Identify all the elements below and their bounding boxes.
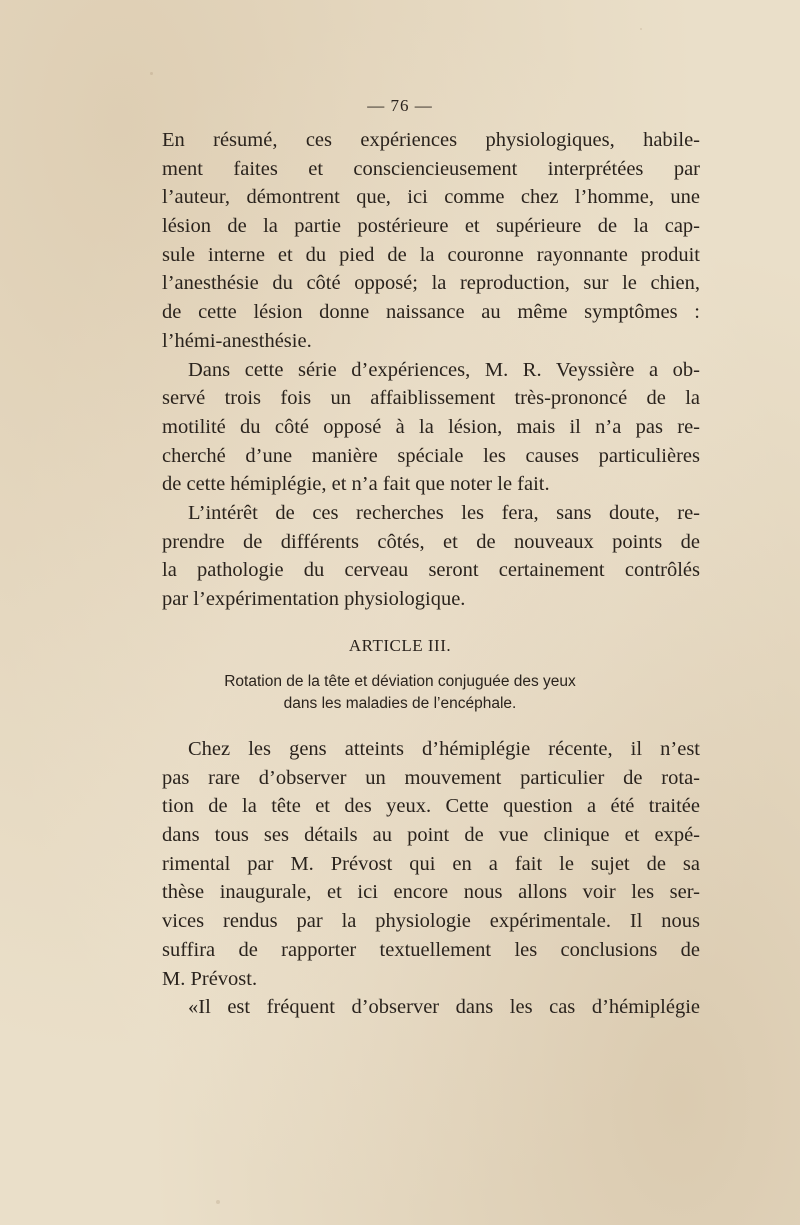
text-line: de cette lésion donne naissance au même symptômes :	[162, 301, 700, 324]
text-line: l’auteur, démontrent que, ici comme chez l’homme, une	[162, 186, 700, 209]
article-subtitle: Rotation de la tête et déviation conjuguée des yeux	[224, 673, 576, 690]
text-line: rimental par M. Prévost qui en a fait le sujet de sa	[162, 852, 700, 875]
paragraph-rotation	[162, 735, 700, 993]
text-line: motilité du côté opposé à la lésion, mais il n’a pas re-	[162, 415, 700, 438]
text-line: dans tous ses détails au point de vue clinique et expé-	[162, 824, 700, 847]
text-line: l’hémi-anesthésie.	[162, 329, 312, 352]
text-line: suffira de rapporter textuellement les conclusions de	[162, 938, 700, 961]
text-line: tion de la tête et des yeux. Cette question a été traitée	[162, 795, 700, 818]
page-number: — 76 —	[367, 96, 433, 115]
text-line: Dans cette série d’expériences, M. R. Veyssière a ob-	[188, 358, 700, 381]
text-line: «Il est fréquent d’observer dans les cas d’hémiplégie	[188, 996, 700, 1019]
paragraph-experiments	[162, 356, 700, 499]
text-line: pas rare d’observer un mouvement particulier de rota-	[162, 766, 700, 789]
text-line: servé trois fois un affaiblissement très-prononcé de la	[162, 387, 700, 410]
text-line: cherché d’une manière spéciale les causes particulières	[162, 444, 700, 467]
text-line: Chez les gens atteints d’hémiplégie récente, il n’est	[188, 738, 700, 760]
text-line: l’anesthésie du côté opposé; la reproduction, sur le chien,	[162, 272, 700, 295]
text-line: En résumé, ces expériences physiologiques, habile-	[162, 129, 700, 151]
paper-speck	[640, 28, 642, 30]
paragraph-summary	[162, 126, 700, 356]
text-line: prendre de différents côtés, et de nouveaux points de	[162, 530, 700, 553]
paragraph-interest	[162, 499, 700, 614]
text-line: M. Prévost.	[162, 967, 258, 990]
text-line: sule interne et du pied de la couronne rayonnante produit	[162, 243, 700, 266]
paper-speck	[216, 1200, 220, 1204]
paper-speck	[150, 72, 153, 75]
text-line: thèse inaugurale, et ici encore nous allons voir les ser-	[162, 881, 700, 904]
text-line: vices rendus par la physiologie expérimentale. Il nous	[162, 910, 700, 933]
article-title: ARTICLE III.	[348, 636, 452, 655]
text-line: ment faites et consciencieusement interprétées par	[162, 157, 700, 180]
text-line: lésion de la partie postérieure et supérieure de la cap-	[162, 215, 700, 238]
text-line: de cette hémiplégie, et n’a fait que noter le fait.	[162, 473, 550, 496]
article-subtitle: dans les maladies de l’encéphale.	[283, 695, 517, 712]
text-line: la pathologie du cerveau seront certainement contrôlés	[162, 559, 700, 582]
text-line: par l’expérimentation physiologique.	[162, 588, 466, 611]
paragraph-quote	[162, 993, 700, 1022]
text-line: L’intérêt de ces recherches les fera, sans doute, re-	[188, 502, 700, 524]
